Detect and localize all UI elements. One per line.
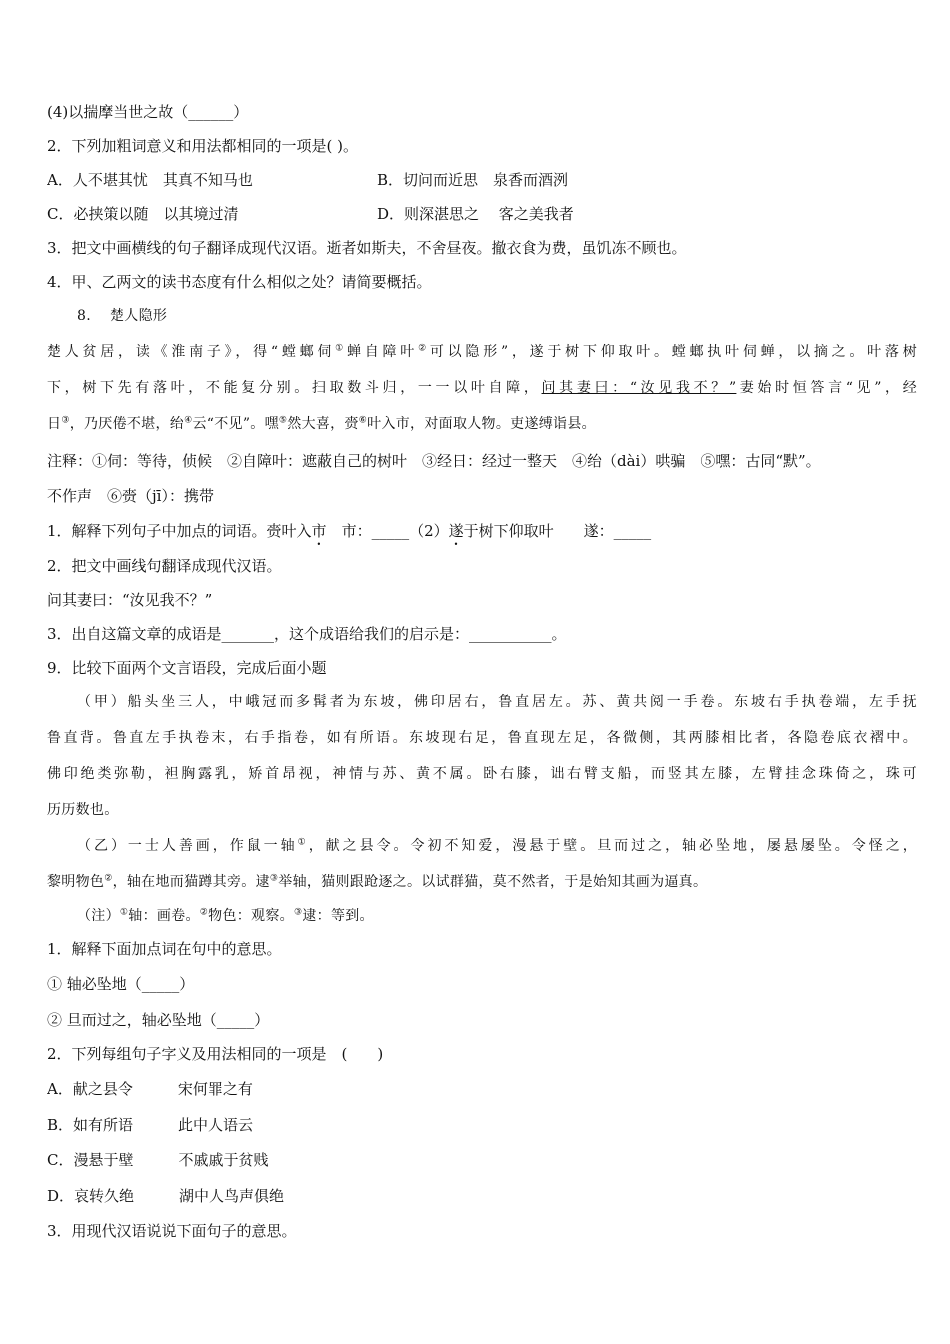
passage-line: 佛印绝类弥勒，袒胸露乳，矫首昂视，神情与苏、黄不属。卧右膝，诎右臂支船，而竖其左膝，左臂挂念珠倚之，珠可 xyxy=(47,766,917,782)
passage-line: （乙）一士人善画，作鼠一轴①，献之县令。令初不知爱，漫悬于壁。旦而过之，轴必坠地，屡悬屡坠。令怪之， xyxy=(77,837,917,854)
question-line: 3．用现代汉语说说下面句子的意思。 xyxy=(47,1222,297,1240)
question-line: 9．比较下面两个文言语段，完成后面小题 xyxy=(47,659,327,677)
question-line: 4．甲、乙两文的读书态度有什么相似之处？请简要概括。 xyxy=(47,273,432,291)
question-line: ② 旦而过之，轴必坠地（_____） xyxy=(47,1011,270,1029)
option-line: D．哀转久绝 湖中人鸟声俱绝 xyxy=(47,1187,285,1205)
underlined-sentence: 问其妻曰：“汝见我不？” xyxy=(541,380,737,396)
option-line: B．如有所语 此中人语云 xyxy=(47,1116,254,1134)
option-a: A．人不堪其忧 其真不知马也 xyxy=(47,171,253,189)
question-line: 2．下列加粗词意义和用法都相同的一项是( )。 xyxy=(47,137,359,155)
option-row xyxy=(47,203,917,225)
passage-line: （甲）船头坐三人，中峨冠而多髯者为东坡，佛印居右，鲁直居左。苏、黄共阅一手卷。东坡右手执卷端，左手抚 xyxy=(77,694,917,710)
option-b: B．切问而近思 泉香而酒洌 xyxy=(377,171,569,189)
passage-line: 鲁直背。鲁直左手执卷末，右手指卷，如有所语。东坡现右足，鲁直现左足，各微侧，其两膝相比者，各隐卷底衣褶中。 xyxy=(47,730,917,746)
option-d: D．则深湛思之 客之美我者 xyxy=(377,205,574,223)
question-line: 3．出自这篇文章的成语是_______，这个成语给我们的启示是：___________。 xyxy=(47,625,567,643)
question-line: ① 轴必坠地（_____） xyxy=(47,975,195,993)
passage-line: 黎明物色②，轴在地而猫蹲其旁。逮③举轴，猫则跟跄逐之。以试群猫，莫不然者，于是始知其画为逼真。 xyxy=(47,873,708,890)
question-line: 3．把文中画横线的句子翻译成现代汉语。逝者如斯夫，不舍昼夜。撤衣食为费，虽饥冻不顾也。 xyxy=(47,239,687,257)
passage-line: 历历数也。 xyxy=(47,802,119,818)
passage-line xyxy=(47,377,917,399)
dotted-word: 遂 xyxy=(448,522,464,540)
question-line: 2．把文中画线句翻译成现代汉语。 xyxy=(47,557,282,575)
passage-text: 妻始时恒答言“见”，经 xyxy=(736,380,917,396)
passage-line: 日③，乃厌倦不堪，绐④云“不见”。嘿⑤然大喜，赍⑥叶入市，对面取人物。吏遂缚诣县。 xyxy=(47,415,596,432)
option-line: A．献之县令 宋何罪之有 xyxy=(47,1080,253,1098)
option-row xyxy=(47,169,917,191)
question-line xyxy=(47,520,917,549)
section-title: 8. 楚人隐形 xyxy=(77,308,168,324)
annotation-line: 不作声 ⑥赍（jī）：携带 xyxy=(47,487,214,505)
question-line: 1．解释下面加点词在句中的意思。 xyxy=(47,940,282,958)
question-line: (4)以揣摩当世之故（______） xyxy=(47,103,249,121)
question-line: 问其妻曰：“汝见我不？” xyxy=(47,591,213,609)
question-text: 于树下仰取叶 遂：_____ xyxy=(463,522,652,540)
passage-text: 下，树下先有落叶，不能复分别。扫取数斗归，一一以叶自障， xyxy=(47,380,542,396)
annotation-line: （注）①轴：画卷。②物色：观察。③逮：等到。 xyxy=(77,907,374,924)
annotation-line: 注释：①伺：等待，侦候 ②自障叶：遮蔽自己的树叶 ③经日：经过一整天 ④绐（dài）哄骗 ⑤嘿：古同“默”。 xyxy=(47,452,821,470)
option-c: C．必挟策以随 以其境过清 xyxy=(47,205,239,223)
option-line: C．漫悬于壁 不戚戚于贫贱 xyxy=(47,1151,269,1169)
question-text: 市：_____（2） xyxy=(326,522,449,540)
passage-line: 楚人贫居，读《淮南子》，得“螳螂伺①蝉自障叶②可以隐形”，遂于树下仰取叶。螳螂执叶伺蝉，以摘之。叶落树 xyxy=(47,343,917,360)
dotted-word: 市 xyxy=(311,522,327,540)
question-line: 2．下列每组句子字义及用法相同的一项是 ( ) xyxy=(47,1045,384,1063)
question-text: 1．解释下列句子中加点的词语。赍叶入 xyxy=(47,522,312,540)
